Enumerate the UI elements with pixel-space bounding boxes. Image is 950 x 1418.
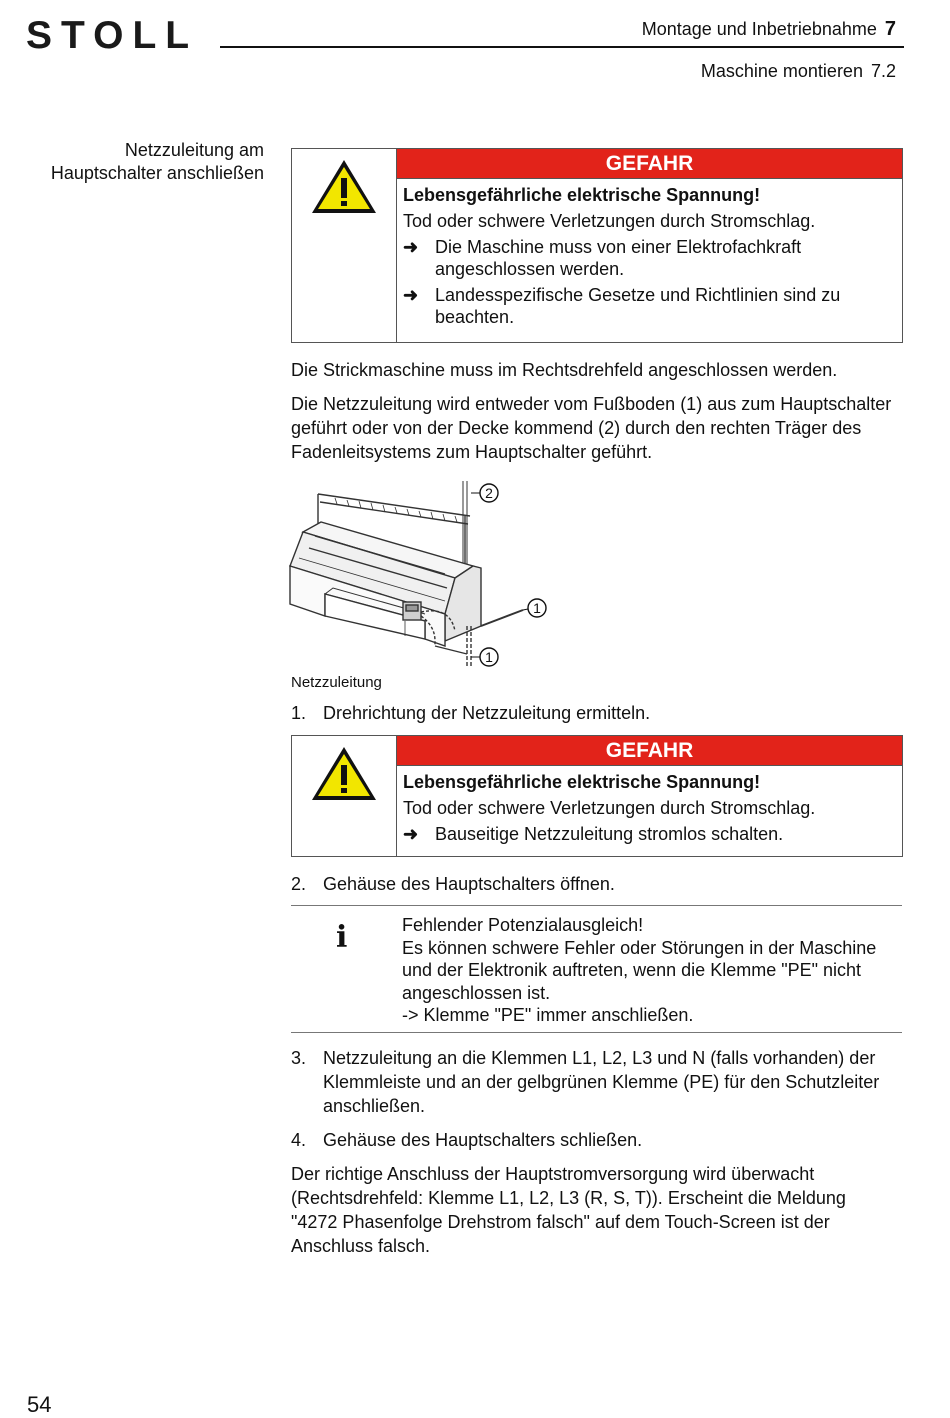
callout-1-floor: 1 [485,649,493,665]
danger-title: Lebensgefährliche elektrische Spannung! [403,185,761,205]
danger-title: Lebensgefährliche elektrische Spannung! [403,772,761,792]
chapter-title: Montage und Inbetriebnahme [641,19,877,39]
machine-figure [285,476,555,671]
header-rule [220,46,904,48]
step-number: 1. [291,703,307,723]
danger-consequence: Tod oder schwere Verletzungen durch Stromschlag. [403,211,816,231]
step-1 [291,701,650,725]
step-4 [291,1128,642,1152]
step-number: 3. [291,1048,307,1068]
step-text: Gehäuse des Hauptschalters schließen. [323,1130,643,1150]
warning-icon-cell [292,149,397,342]
section-heading [701,61,896,82]
side-heading [30,139,264,185]
side-heading-line: Hauptschalter anschließen [50,163,264,183]
callout-2: 2 [485,485,493,501]
step-number: 2. [291,874,307,894]
callout-1-floor-right: 1 [533,600,541,616]
danger-consequence: Tod oder schwere Verletzungen durch Stromschlag. [403,798,816,818]
step-text: Netzzuleitung an die Klemmen L1, L2, L3 und N (falls vorhanden) der Klemmleiste und an der gelbgrünen Klemme (PE) für den Schutzleiter anschließen. [323,1048,880,1116]
danger-instruction: ➜ Landesspezifische Gesetze und Richtlinien sind zu beachten. [403,285,841,327]
figure-caption: Netzzuleitung [291,674,382,691]
paragraph-cable-routing: Die Netzzuleitung wird entweder vom Fußboden (1) aus zum Hauptschalter geführt oder von der Decke kommend (2) durch den rechten Träger des Fadenleitsystems zum Hauptschalter geführt. [291,394,892,462]
warning-triangle-icon [292,149,396,229]
section-title: Maschine montieren [700,61,863,81]
step-2 [291,872,615,896]
danger-label: GEFAHR [397,149,902,179]
chapter-number: 7 [884,18,896,40]
danger-instruction: ➜ Bauseitige Netzzuleitung stromlos schalten. [403,824,784,844]
arrow-right-icon: ➜ [403,824,419,844]
step-text: Gehäuse des Hauptschalters öffnen. [323,874,615,894]
danger-instruction: ➜ Die Maschine muss von einer Elektrofachkraft angeschlossen werden. [403,237,802,279]
paragraph-monitoring: Der richtige Anschluss der Hauptstromversorgung wird überwacht (Rechtsdrehfeld: Klemme L1, L2, L3 (R, S, T)). Erscheint die Meldung "4272 Phasenfolge Drehstrom falsch" auf dem Touch-Screen ist der Anschluss falsch. [291,1164,846,1256]
page-number: 54 [27,1392,52,1417]
danger-box [291,148,903,343]
side-heading-line: Netzzuleitung am [124,140,264,160]
danger-box [291,735,903,857]
stoll-logo: STOLL [26,14,199,57]
paragraph-rotation-field: Die Strickmaschine muss im Rechtsdrehfeld angeschlossen werden. [291,360,838,380]
step-text: Drehrichtung der Netzzuleitung ermitteln. [323,703,651,723]
chapter-heading [642,18,896,41]
info-note [291,905,902,1033]
danger-label: GEFAHR [397,736,902,766]
arrow-right-icon: ➜ [403,237,419,257]
arrow-right-icon: ➜ [403,285,419,305]
warning-icon-cell [292,736,397,856]
warning-triangle-icon [292,736,396,816]
step-number: 4. [291,1130,307,1150]
section-number: 7.2 [870,61,896,81]
step-3 [291,1046,879,1118]
info-note-text: Fehlender Potenzialausgleich! Es können schwere Fehler oder Störungen in der Maschine und der Elektronik auftreten, wenn die Klemme "PE" nicht angeschlossen ist. -> Klemme "PE" immer anschließen. [402,915,877,1025]
info-icon: i [336,920,348,955]
